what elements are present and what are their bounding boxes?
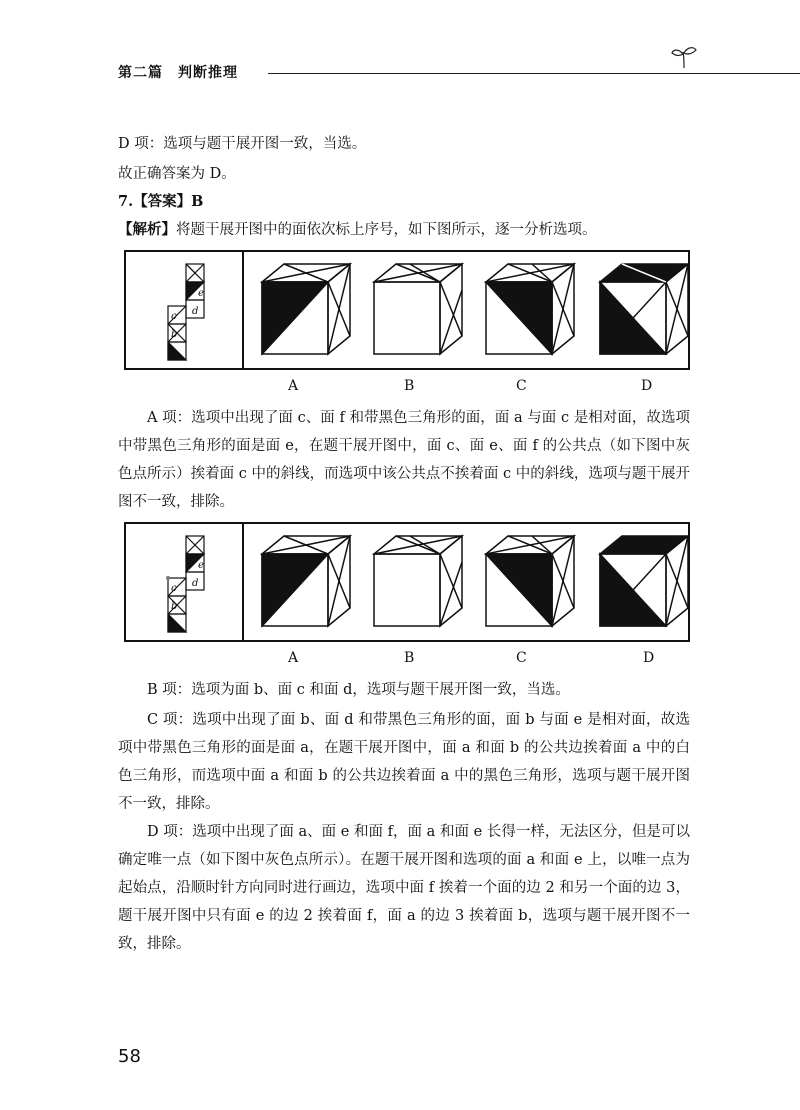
figure-1 [124, 250, 690, 370]
figure-divider [242, 524, 244, 640]
cube-option-a [258, 532, 358, 632]
cube-net [162, 534, 222, 634]
net-label-b: b [171, 601, 178, 612]
explanation-option-c: C 项：选项中出现了面 b、面 d 和带黑色三角形的面，面 b 与面 e 是相对面，故选项中带黑色三角形的面是面 a，在题干展开图中，面 a 和面 b 的公共边挨着面 a 中的白色三角形，而选项中面 a 和面 b 的公共边挨着面 a 中的黑色三角形，选项与题干展开图不一致，排除。 [118, 712, 690, 812]
option-label-d: D [641, 378, 653, 394]
header-title: 第二篇 判断推理 [118, 65, 238, 81]
option-label-c: C [516, 650, 527, 666]
net-label-b: b [171, 329, 178, 340]
page-number: 58 [118, 1046, 141, 1067]
figure-2 [124, 522, 690, 642]
explanation-option-d: D 项：选项中出现了面 a、面 e 和面 f，面 a 和面 e 长得一样，无法区分，但是可以确定唯一点（如下图中灰色点所示）。在题干展开图和选项的面 a 和面 e 上，以唯一点为起始点，沿顺时针方向同时进行画边，选项中面 f 挨着一个面的边 2 和另一个面的边 3，题干展开图中只有面 e 的边 2 挨着面 f，面 a 的边 3 挨着面 b，选项与题干展开图不一致，排除。 [118, 824, 690, 952]
header-rule [268, 73, 800, 74]
net-label-a: a [171, 347, 177, 358]
net-label-a: a [171, 619, 177, 630]
analysis-tag: 【解析】 [118, 221, 176, 238]
answer-label: 7.【答案】B [118, 193, 204, 210]
gray-point-marker [166, 576, 170, 580]
option-label-b: B [404, 650, 415, 666]
cube-option-b [370, 260, 470, 360]
net-label-e: e [198, 288, 204, 299]
option-label-c: C [516, 378, 527, 394]
cube-option-b [370, 532, 470, 632]
running-header [118, 62, 718, 84]
sprout-icon [670, 44, 698, 70]
cube-option-c [482, 260, 582, 360]
figure-divider [242, 252, 244, 368]
cube-net [162, 262, 222, 362]
option-label-b: B [404, 378, 415, 394]
option-label-a: A [288, 650, 299, 666]
analysis-line [118, 216, 690, 244]
cube-option-a [258, 260, 358, 360]
cube-option-c [482, 532, 582, 632]
option-label-d: D [643, 650, 655, 666]
option-label-a: A [288, 378, 299, 394]
cube-option-d [596, 260, 696, 360]
analysis-text: 将题干展开图中的面依次标上序号，如下图所示，逐一分析选项。 [176, 222, 597, 238]
intro-line-d: D 项：选项与题干展开图一致，当选。 [118, 136, 367, 152]
net-label-d: d [192, 306, 199, 317]
explanation-option-a: A 项：选项中出现了面 c、面 f 和带黑色三角形的面，面 a 与面 c 是相对面，故选项中带黑色三角形的面是面 e，在题干展开图中，面 c、面 e、面 f 的公共点（如下图中灰色点所示）挨着面 c 中的斜线，而选项中该公共点不挨着面 c 中的斜线，选项与题干展开图不一致，排除。 [118, 410, 690, 510]
net-label-e: e [198, 560, 204, 571]
net-label-d: d [192, 578, 199, 589]
explanation-option-b: B 项：选项为面 b、面 c 和面 d，选项与题干展开图一致，当选。 [147, 682, 570, 698]
cube-option-d [596, 532, 696, 632]
intro-answer-line: 故正确答案为 D。 [118, 166, 236, 182]
net-label-c: c [171, 311, 177, 322]
net-label-c: c [171, 583, 177, 594]
